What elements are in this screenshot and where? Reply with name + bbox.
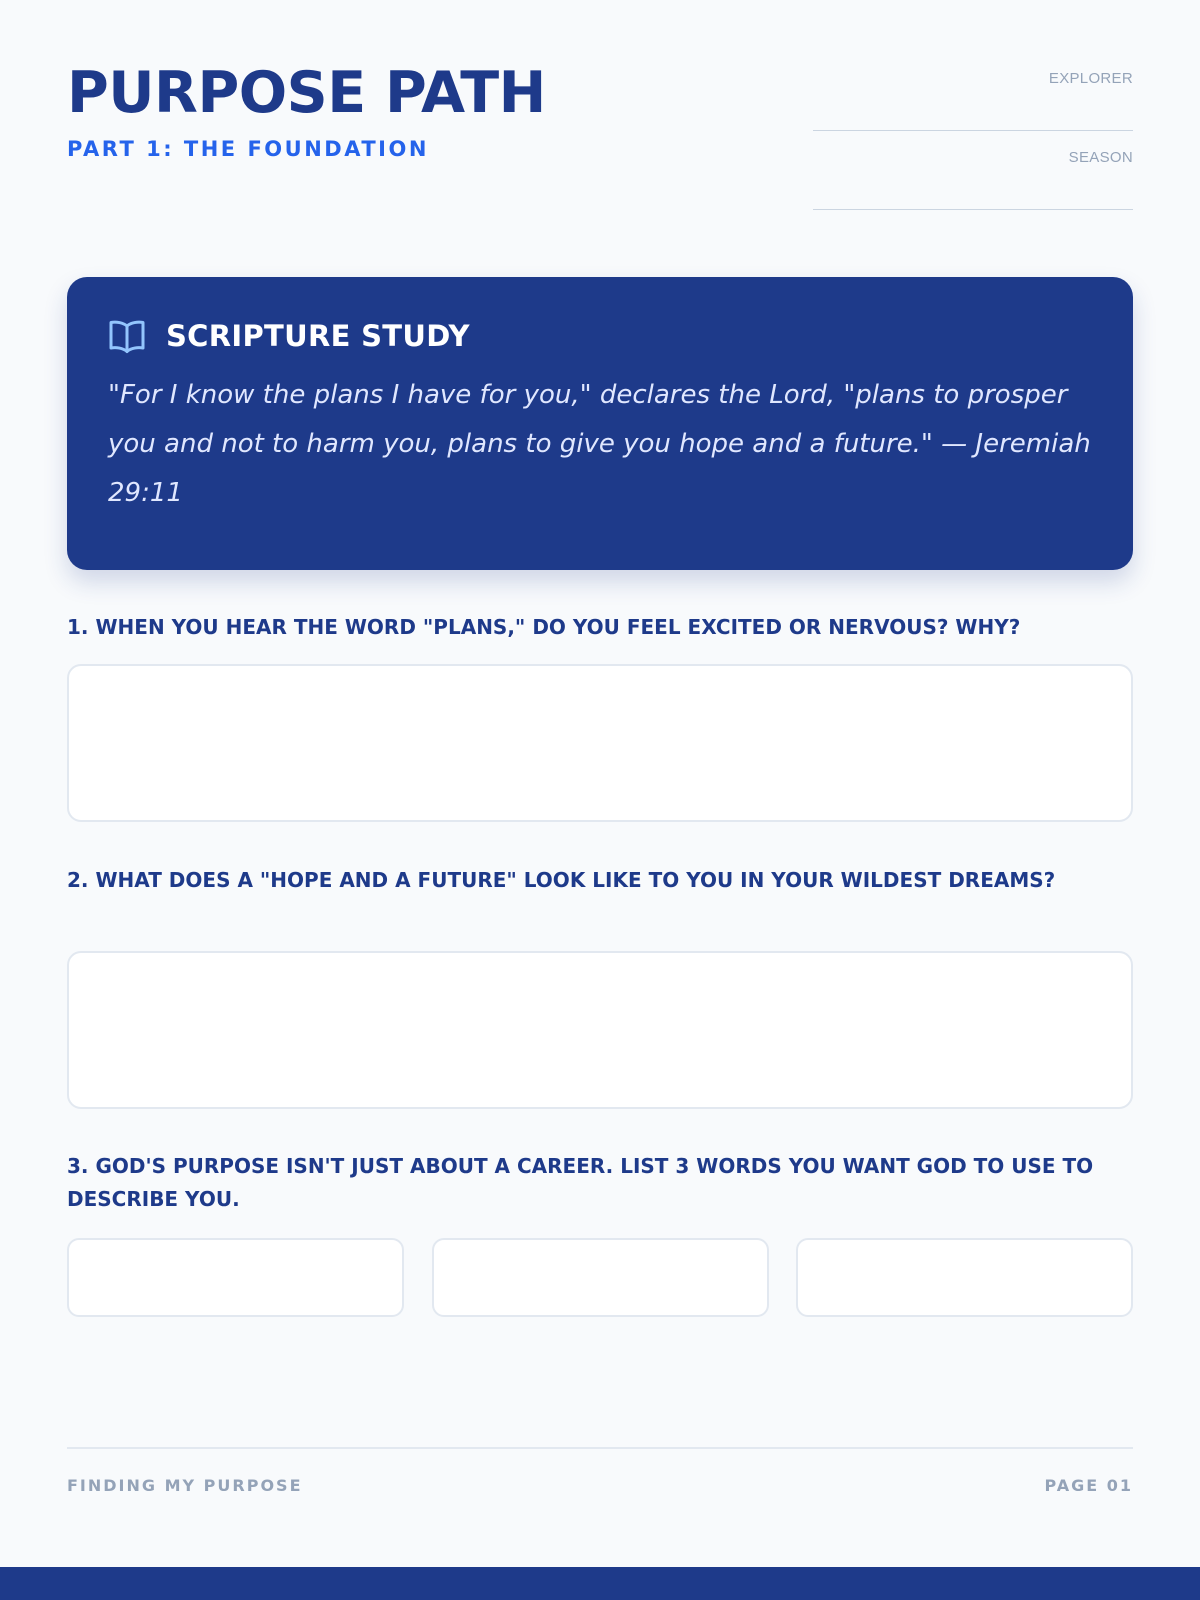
explorer-label: EXPLORER bbox=[1048, 70, 1133, 87]
footer-title: FINDING MY PURPOSE bbox=[67, 1476, 303, 1495]
page-subtitle: PART 1: THE FOUNDATION bbox=[67, 136, 429, 161]
scripture-card bbox=[67, 277, 1133, 570]
season-field[interactable] bbox=[813, 147, 1133, 210]
book-open-icon bbox=[108, 318, 146, 354]
explorer-field[interactable] bbox=[813, 68, 1133, 131]
word-input-2[interactable] bbox=[432, 1238, 769, 1317]
footer-divider bbox=[67, 1447, 1133, 1449]
bottom-bar bbox=[0, 1567, 1200, 1600]
answer-box-1[interactable] bbox=[67, 664, 1133, 822]
question-1: 1. WHEN YOU HEAR THE WORD "PLANS," DO YOU FEEL EXCITED OR NERVOUS? WHY? bbox=[67, 615, 1021, 639]
season-label: SEASON bbox=[1068, 149, 1133, 166]
answer-box-2[interactable] bbox=[67, 951, 1133, 1109]
scripture-heading bbox=[108, 317, 1093, 355]
header bbox=[67, 62, 546, 161]
question-2: 2. WHAT DOES A "HOPE AND A FUTURE" LOOK LIKE TO YOU IN YOUR WILDEST DREAMS? bbox=[67, 868, 1056, 892]
scripture-verse: "For I know the plans I have for you," declares the Lord, "plans to prosper you and not to harm you, plans to give you hope and a future." — Jeremiah 29:11 bbox=[108, 380, 1091, 508]
scripture-title: SCRIPTURE STUDY bbox=[166, 319, 470, 353]
word-input-1[interactable] bbox=[67, 1238, 404, 1317]
question-3: 3. GOD'S PURPOSE ISN'T JUST ABOUT A CAREER. LIST 3 WORDS YOU WANT GOD TO USE TO DESCRIBE YOU. bbox=[67, 1154, 1094, 1211]
word-input-3[interactable] bbox=[796, 1238, 1133, 1317]
meta-fields bbox=[813, 68, 1133, 226]
page-title: PURPOSE PATH bbox=[67, 60, 546, 126]
page-number: PAGE 01 bbox=[1044, 1476, 1133, 1495]
